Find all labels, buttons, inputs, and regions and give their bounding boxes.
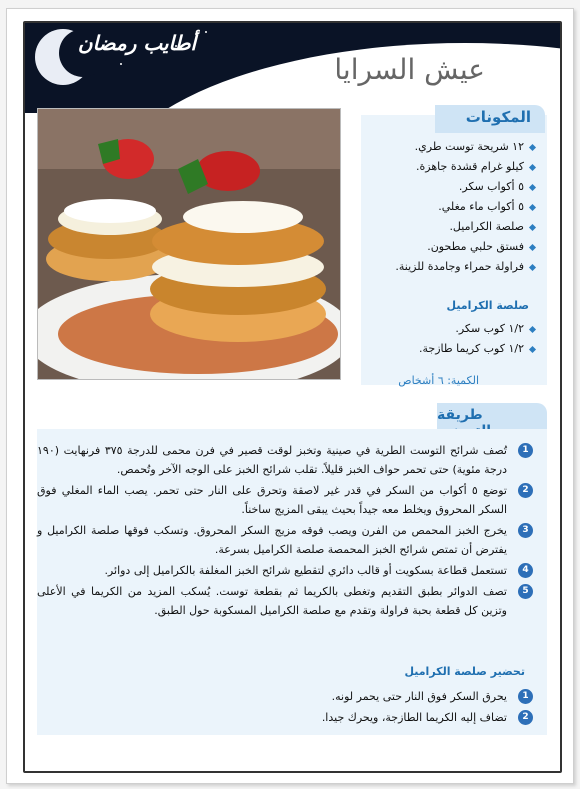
list-item: كيلو غرام قشدة جاهزة.	[361, 157, 535, 177]
ingredients-title: المكونات	[465, 108, 531, 126]
caramel-steps-list	[37, 687, 535, 729]
servings-text: الكمية: ٦ أشخاص	[398, 374, 479, 387]
step-item: 1 يحرق السكر فوق النار حتى يحمر لونه.	[37, 687, 535, 706]
step-number-badge: 1	[518, 689, 533, 704]
bullet-icon	[529, 163, 536, 170]
recipe-title: عيش السرايا	[334, 53, 485, 86]
bullet-icon	[529, 183, 536, 190]
step-item: 2 تضاف إليه الكريما الطازجة، ويحرك جيدا.	[37, 708, 535, 727]
bullet-icon	[529, 325, 536, 332]
step-number-badge: 1	[518, 443, 533, 458]
list-item: فراولة حمراء وجامدة للزينة.	[361, 257, 535, 277]
caramel-subheading: صلصة الكراميل	[446, 299, 529, 312]
step-number-badge: 2	[518, 710, 533, 725]
step-item: 4 تستعمل قطاعة بسكويت أو قالب دائري لتقطيع شرائح الخبز المغلفة بالكراميل إلى دوائر.	[37, 561, 535, 580]
bullet-icon	[529, 345, 536, 352]
step-item: 1 تُصف شرائح التوست الطرية في صينية وتخبز لوقت قصير في فرن محمى للدرجة ٣٧٥ فرنهايت (١٩٠ درجة مئوية) حتى تحمر حواف الخبز قليلاً. تقلب شرائح الخبز على الوجه الآخر وتُحمص.	[37, 441, 535, 479]
step-number-badge: 5	[518, 584, 533, 599]
preparation-panel	[37, 429, 547, 735]
step-item: 3 يخرج الخبز المحمص من الفرن ويصب فوقه مزيج السكر المحروق. وتسكب فوقها صلصة الكراميل و يفترض أن تمتص شرائح الخبز المحمصة صلصة الكراميل بسرعة.	[37, 521, 535, 559]
steps-list	[37, 441, 535, 622]
caramel-ingredients-list	[361, 319, 535, 359]
step-item: 2 توضع ٥ أكواب من السكر في قدر غير لاصقة وتحرق على النار حتى تحمر. يصب الماء المغلي فوق السكر المحروق ويخلط معه جيداً بحيث يبقى المزيج ساخناً.	[37, 481, 535, 519]
bullet-icon	[529, 243, 536, 250]
recipe-photo	[37, 108, 341, 380]
step-number-badge: 2	[518, 483, 533, 498]
bullet-icon	[529, 203, 536, 210]
bullet-icon	[529, 143, 536, 150]
ingredients-list	[361, 137, 535, 277]
list-item: فستق حلبي مطحون.	[361, 237, 535, 257]
bullet-icon	[529, 223, 536, 230]
list-item: صلصة الكراميل.	[361, 217, 535, 237]
list-item: ١/٢ كوب كريما طازجة.	[361, 339, 535, 359]
caramel-prep-subheading: تحضير صلصة الكراميل	[404, 665, 525, 678]
preparation-header	[437, 403, 547, 429]
preparation-title: طريقة	[437, 407, 483, 423]
step-number-badge: 3	[518, 523, 533, 538]
list-item: ١٢ شريحة توست طري.	[361, 137, 535, 157]
bullet-icon	[529, 263, 536, 270]
list-item: ٥ أكواب ماء مغلي.	[361, 197, 535, 217]
step-item: 5 تصف الدوائر بطبق التقديم وتغطى بالكريما ثم بقطعة توست. يُسكب المزيد من الكريما في الأعلى وتزين كل قطعة بحبة فراولة وتقدم مع صلصة الكراميل المسكوبة حول الطبق.	[37, 582, 535, 620]
brand-logo: أطايب رمضان	[77, 31, 197, 55]
ingredients-header	[435, 105, 545, 133]
list-item: ٥ أكواب سكر.	[361, 177, 535, 197]
list-item: ١/٢ كوب سكر.	[361, 319, 535, 339]
step-number-badge: 4	[518, 563, 533, 578]
recipe-card	[23, 21, 562, 773]
